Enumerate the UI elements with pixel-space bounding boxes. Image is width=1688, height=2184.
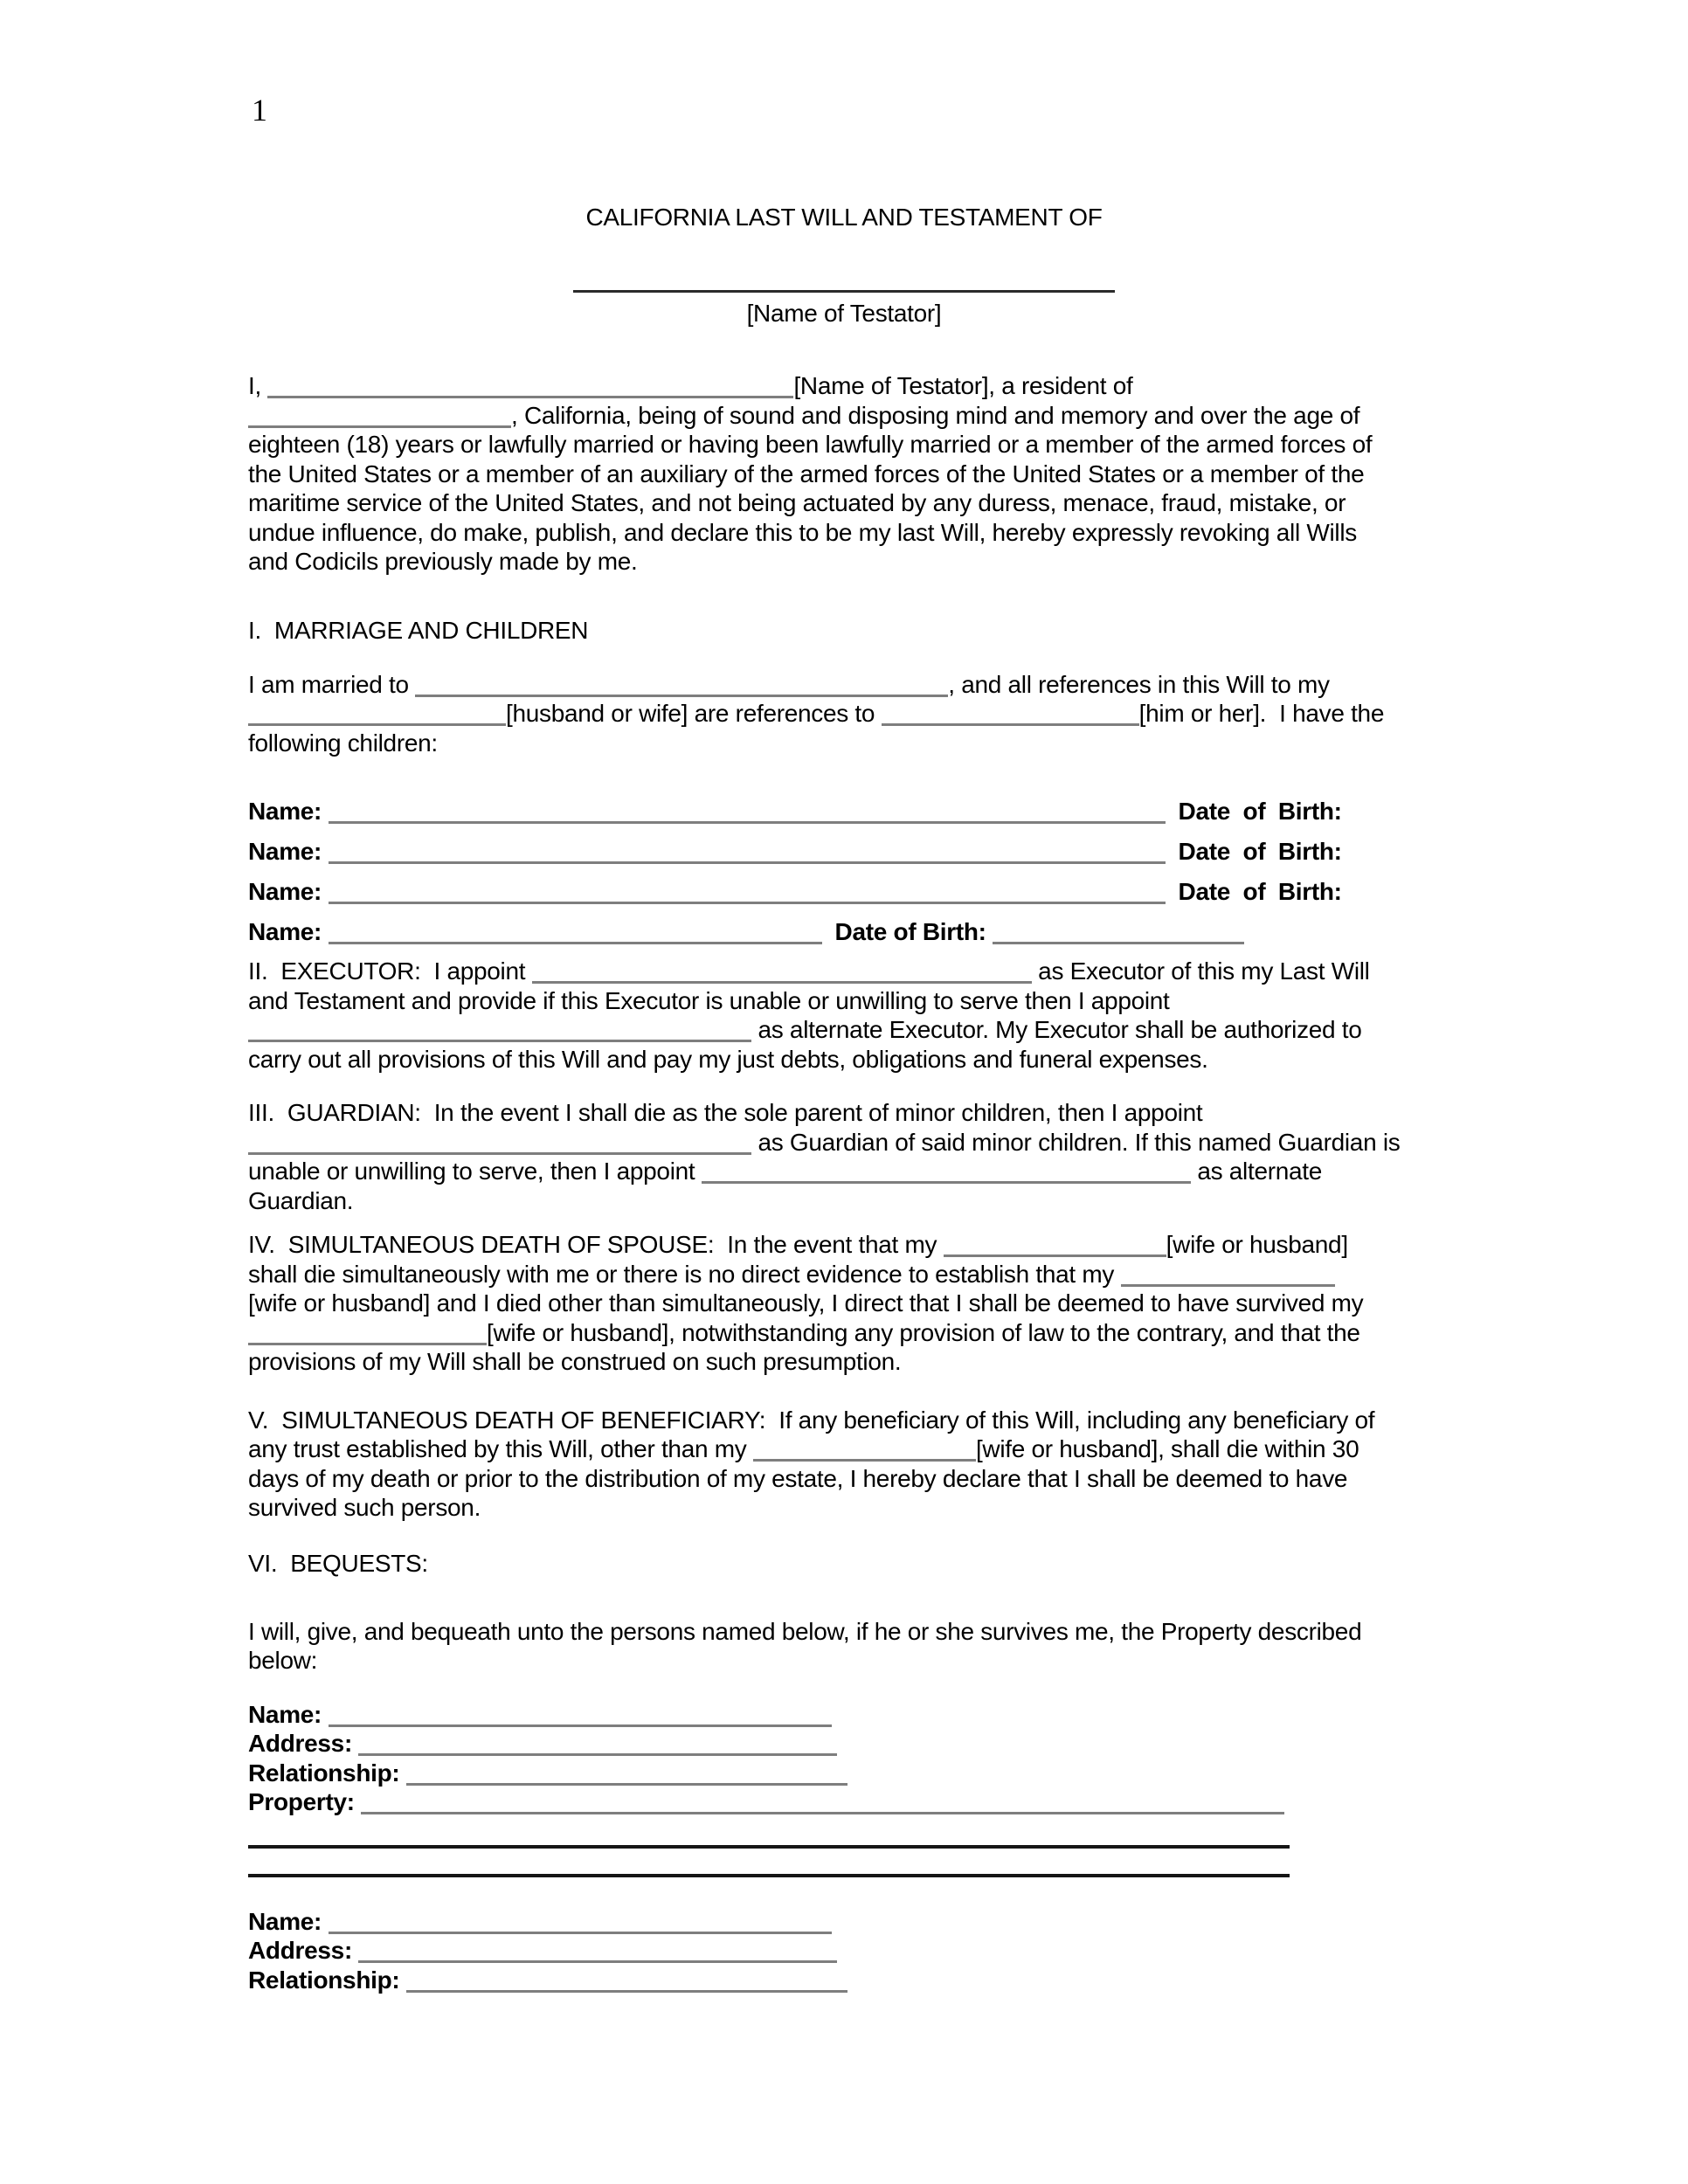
text-run <box>352 1730 358 1757</box>
text-run: as Executor of this my Last Will <box>1031 957 1370 985</box>
fill-in-blank[interactable] <box>1121 1265 1335 1287</box>
fill-in-blank[interactable] <box>361 1793 1284 1814</box>
text-run: [him or her]. I have the <box>1138 700 1385 727</box>
text-line <box>248 1318 1454 1348</box>
text-line <box>248 1347 1454 1377</box>
text-run: [wife or husband] and I died other than simultaneously, I direct that I shall be deemed to have survived my <box>248 1289 1364 1317</box>
text-line <box>248 986 1454 1016</box>
text-run: unable or unwilling to serve, then I appoint <box>248 1158 702 1185</box>
text-run <box>1166 798 1179 825</box>
opening-paragraph <box>248 371 1454 577</box>
text-line <box>248 1045 1454 1075</box>
beneficiary-block-1 <box>248 1700 1454 1817</box>
text-run <box>399 1966 405 1994</box>
text-run <box>322 838 328 865</box>
text-line <box>248 1128 1454 1158</box>
text-line <box>248 670 1454 700</box>
text-run: following children: <box>248 729 438 757</box>
text-run: maritime service of the United States, and not being actuated by any duress, menace, fraud, mistake, or <box>248 489 1346 516</box>
text-run: , California, being of sound and disposing mind and memory and over the age of <box>511 401 1360 429</box>
continuation-line[interactable] <box>248 1826 1290 1849</box>
text-run: as alternate <box>1190 1158 1323 1185</box>
text-run <box>322 878 328 905</box>
text-run: and Testament and provide if this Executor is unable or unwilling to serve then I appoint <box>248 986 1170 1014</box>
text-run: undue influence, do make, publish, and declare this to be my last Will, hereby expressly revoking all Wills <box>248 518 1357 546</box>
text-line <box>248 1821 1454 1850</box>
text-line <box>248 872 1454 912</box>
simultaneous-death-of-beneficiary-section <box>248 1406 1454 1523</box>
text-run <box>322 918 328 945</box>
text-line <box>248 1646 1454 1676</box>
fill-in-blank[interactable] <box>329 1912 832 1934</box>
fill-in-blank[interactable] <box>248 704 506 726</box>
text-run: II. EXECUTOR: I appoint <box>248 957 532 985</box>
field-label: Name: <box>248 918 322 945</box>
text-line <box>248 1186 1454 1216</box>
fill-in-blank[interactable] <box>329 1705 832 1727</box>
text-line <box>248 371 1454 401</box>
text-run: days of my death or prior to the distribution of my estate, I hereby declare that I shall be deemed to have <box>248 1464 1348 1492</box>
text-run: as Guardian of said minor children. If this named Guardian is <box>751 1128 1401 1156</box>
text-line <box>248 1464 1454 1494</box>
text-line <box>248 832 1454 872</box>
text-run: , and all references in this Will to my <box>948 670 1330 698</box>
text-run <box>355 1788 361 1815</box>
testator-name-area <box>0 267 1688 328</box>
text-line <box>248 1700 1454 1730</box>
text-run: IV. SIMULTANEOUS DEATH OF SPOUSE: In the event that my <box>248 1231 944 1258</box>
text-run <box>322 1908 328 1935</box>
field-label: Date of Birth: <box>834 918 986 945</box>
text-run: [husband or wife] are references to <box>506 700 882 727</box>
field-label: Date of Birth: <box>1178 838 1342 865</box>
text-line <box>248 460 1454 489</box>
text-line <box>248 791 1454 832</box>
text-line <box>248 401 1454 431</box>
text-line <box>248 1098 1454 1128</box>
text-run: I am married to <box>248 670 416 698</box>
simultaneous-death-of-spouse-section <box>248 1230 1454 1377</box>
text-run: V. SIMULTANEOUS DEATH OF BENEFICIARY: If any beneficiary of this Will, including any beneficiary of <box>248 1406 1375 1434</box>
document-title: CALIFORNIA LAST WILL AND TESTAMENT OF <box>585 204 1103 231</box>
text-run: below: <box>248 1647 318 1674</box>
fill-in-blank[interactable] <box>267 377 793 398</box>
fill-in-blank[interactable] <box>358 1941 837 1963</box>
executor-section <box>248 957 1454 1074</box>
text-line <box>248 1849 1454 1879</box>
text-run: any trust established by this Will, other than my <box>248 1435 753 1462</box>
field-label: Name: <box>248 798 322 825</box>
section-marriage-children-heading: I. MARRIAGE AND CHILDREN <box>248 616 589 644</box>
fill-in-blank[interactable] <box>406 1971 847 1993</box>
fill-in-blank[interactable] <box>532 962 1032 984</box>
text-line <box>248 729 1454 758</box>
text-line <box>248 912 1454 952</box>
text-run <box>822 918 835 945</box>
fill-in-blank[interactable] <box>753 1440 976 1462</box>
field-label: Name: <box>248 878 322 905</box>
text-line <box>248 1936 1454 1966</box>
fill-in-blank[interactable] <box>248 1133 751 1155</box>
text-line <box>248 430 1454 460</box>
fill-in-blank[interactable] <box>358 1734 837 1756</box>
text-run: Guardian. <box>248 1186 354 1214</box>
text-run <box>986 918 993 945</box>
text-run: and Codicils previously made by me. <box>248 548 638 575</box>
text-line <box>248 518 1454 548</box>
text-line <box>248 1759 1454 1788</box>
fill-in-blank[interactable] <box>415 675 948 697</box>
field-label: Date of Birth: <box>1178 878 1342 905</box>
text-run <box>322 798 328 825</box>
text-run: carry out all provisions of this Will and pay my just debts, obligations and funeral expenses. <box>248 1045 1208 1073</box>
text-run: [Name of Testator], a resident of <box>793 372 1133 399</box>
guardian-section <box>248 1098 1454 1215</box>
text-run <box>352 1937 358 1964</box>
testator-name-line[interactable] <box>573 267 1115 293</box>
text-run <box>1166 878 1179 905</box>
text-run: survived such person. <box>248 1494 481 1521</box>
field-label: Property: <box>248 1788 355 1815</box>
fill-in-blank[interactable] <box>993 923 1244 944</box>
text-run: [wife or husband], shall die within 30 <box>975 1435 1359 1462</box>
text-run: III. GUARDIAN: In the event I shall die as the sole parent of minor children, then I appoint <box>248 1099 1203 1126</box>
bequests-heading: VI. BEQUESTS: <box>248 1549 428 1577</box>
fill-in-blank[interactable] <box>329 923 822 944</box>
text-run <box>1166 838 1179 865</box>
text-run: as alternate Executor. My Executor shall be authorized to <box>751 1016 1362 1043</box>
text-line <box>248 699 1454 729</box>
fill-in-blank[interactable] <box>329 802 1166 824</box>
text-line <box>248 1907 1454 1937</box>
text-line <box>248 488 1454 518</box>
fill-in-blank[interactable] <box>248 1324 487 1345</box>
text-line <box>248 1289 1454 1318</box>
text-run: the United States or a member of an auxiliary of the armed forces of the United States or a member of the <box>248 460 1365 487</box>
text-line <box>248 1260 1454 1289</box>
fill-in-blank[interactable] <box>944 1235 1166 1257</box>
text-line <box>248 1434 1454 1464</box>
text-run <box>322 1701 328 1728</box>
text-run: [wife or husband] <box>1166 1231 1348 1258</box>
fill-in-blank[interactable] <box>329 842 1166 864</box>
text-line <box>248 1015 1454 1045</box>
fill-in-blank[interactable] <box>882 704 1139 726</box>
fill-in-blank[interactable] <box>406 1764 847 1786</box>
text-run: [wife or husband], notwithstanding any provision of law to the contrary, and that the <box>487 1318 1360 1346</box>
text-line <box>248 1230 1454 1260</box>
page-number: 1 <box>252 93 267 128</box>
field-label: Address: <box>248 1937 352 1964</box>
field-label: Date of Birth: <box>1178 798 1342 825</box>
text-run: provisions of my Will shall be construed on such presumption. <box>248 1348 902 1375</box>
text-line <box>248 1406 1454 1435</box>
bequests-intro-paragraph <box>248 1617 1454 1676</box>
continuation-line[interactable] <box>248 1855 1290 1877</box>
text-line <box>248 547 1454 577</box>
text-line <box>248 1966 1454 1995</box>
beneficiary-block-2 <box>248 1907 1454 1995</box>
fill-in-blank[interactable] <box>702 1162 1191 1184</box>
field-label: Relationship: <box>248 1759 400 1787</box>
text-run <box>399 1759 405 1787</box>
fill-in-blank[interactable] <box>248 1020 751 1042</box>
marriage-paragraph <box>248 670 1454 758</box>
text-line <box>248 1729 1454 1759</box>
text-line <box>248 1157 1454 1186</box>
text-line <box>248 1787 1454 1817</box>
children-list <box>248 791 1454 952</box>
testator-caption: [Name of Testator] <box>746 300 942 327</box>
field-label: Address: <box>248 1730 352 1757</box>
text-line <box>248 1617 1454 1647</box>
field-label: Name: <box>248 1907 322 1935</box>
text-run: shall die simultaneously with me or there is no direct evidence to establish that my <box>248 1260 1121 1288</box>
text-run: eighteen (18) years or lawfully married or having been lawfully married or a member of the armed forces of <box>248 431 1373 458</box>
field-label: Relationship: <box>248 1966 400 1994</box>
fill-in-blank[interactable] <box>329 882 1166 904</box>
field-label: Name: <box>248 838 322 865</box>
text-run: I will, give, and bequeath unto the persons named below, if he or she survives me, the Property described <box>248 1617 1362 1645</box>
fill-in-blank[interactable] <box>248 406 511 428</box>
field-label: Name: <box>248 1700 322 1728</box>
text-line <box>248 1493 1454 1523</box>
text-run: I, <box>248 372 268 399</box>
text-line <box>248 957 1454 986</box>
property-continuation-lines <box>248 1821 1454 1879</box>
